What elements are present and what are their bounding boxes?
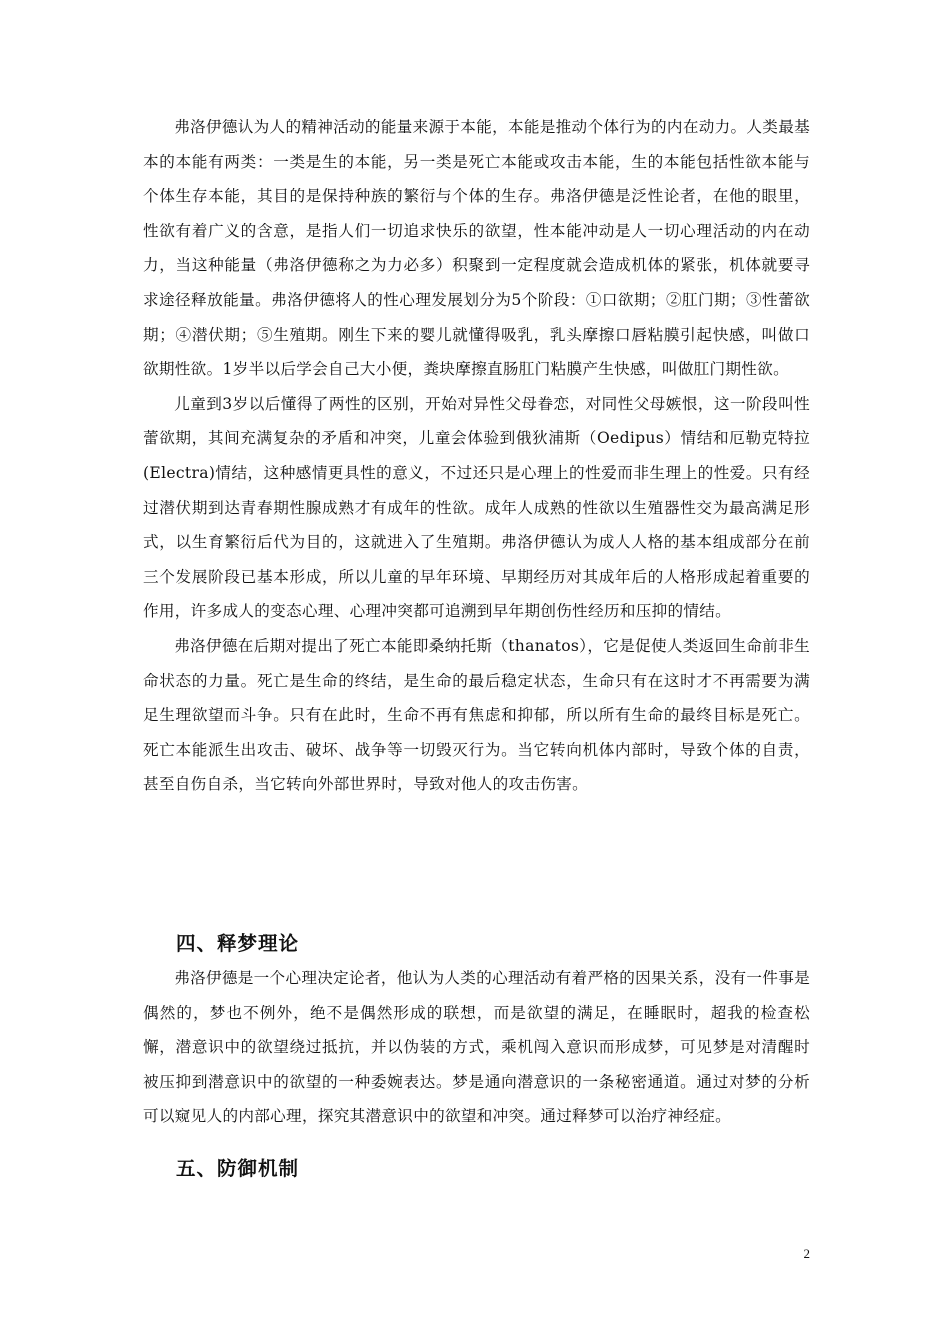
paragraph-death-instinct: 弗洛伊德在后期对提出了死亡本能即桑纳托斯（thanatos），它是促使人类返回生命前非生命状态的力量。死亡是生命的终结，是生命的最后稳定状态，生命只有在这时才不再需要为满足生理欲望而斗争。只有在此时，生命不再有焦虑和抑郁，所以所有生命的最终目标是死亡。死亡本能派生出攻击、破坏、战争等一切毁灭行为。当它转向机体内部时，导致个体的自责，甚至自伤自杀，当它转向外部世界时，导致对他人的攻击伤害。 xyxy=(143,636,810,794)
paragraph-dream-theory: 弗洛伊德是一个心理决定论者，他认为人类的心理活动有着严格的因果关系，没有一件事是偶然的，梦也不例外，绝不是偶然形成的联想，而是欲望的满足，在睡眠时，超我的检查松懈，潜意识中的欲望绕过抵抗，并以伪装的方式，乘机闯入意识而形成梦，可见梦是对清醒时被压抑到潜意识中的欲望的一种委婉表达。梦是通向潜意识的一条秘密通道。通过对梦的分析可以窥见人的内部心理，探究其潜意识中的欲望和冲突。通过释梦可以治疗神经症。 xyxy=(143,969,810,1126)
page-number: 2 xyxy=(803,1246,810,1261)
paragraph-instinct-theory: 弗洛伊德认为人的精神活动的能量来源于本能，本能是推动个体行为的内在动力。人类最基本的本能有两类：一类是生的本能，另一类是死亡本能或攻击本能，生的本能包括性欲本能与个体生存本能，其目的是保持种族的繁衍与个体的生存。弗洛伊德是泛性论者，在他的眼里，性欲有着广义的含意，是指人们一切追求快乐的欲望，性本能冲动是人一切心理活动的内在动力，当这种能量（弗洛伊德称之为力必多）积聚到一定程度就会造成机体的紧张，机体就要寻求途径释放能量。弗洛伊德将人的性心理发展划分为5个阶段：①口欲期；②肛门期；③性蕾欲期；④潜伏期；⑤生殖期。刚生下来的婴儿就懂得吸乳，乳头摩擦口唇粘膜引起快感，叫做口欲期性欲。1岁半以后学会自己大小便，粪块摩擦直肠肛门粘膜产生快感，叫做肛门期性欲。 xyxy=(143,118,810,379)
section-heading-dream-theory: 四、释梦理论 xyxy=(176,932,300,955)
paragraph-oedipal-stage: 儿童到3岁以后懂得了两性的区别，开始对异性父母眷恋，对同性父母嫉恨，这一阶段叫性蕾欲期，其间充满复杂的矛盾和冲突，儿童会体验到俄狄浦斯（Oedipus）情结和厄勒克特拉(Electra)情结，这种感情更具性的意义，不过还只是心理上的性爱而非生理上的性爱。只有经过潜伏期到达青春期性腺成熟才有成年的性欲。成年人成熟的性欲以生殖器性交为最高满足形式，以生育繁衍后代为目的，这就进入了生殖期。弗洛伊德认为成人人格的基本组成部分在前三个发展阶段已基本形成，所以儿童的早年环境、早期经历对其成年后的人格形成起着重要的作用，许多成人的变态心理、心理冲突都可追溯到早年期创伤性经历和压抑的情结。 xyxy=(143,394,810,621)
body-text-top xyxy=(143,110,810,802)
body-text-dream-theory xyxy=(143,961,810,1134)
section-heading-defense-mechanisms: 五、防御机制 xyxy=(176,1157,300,1180)
